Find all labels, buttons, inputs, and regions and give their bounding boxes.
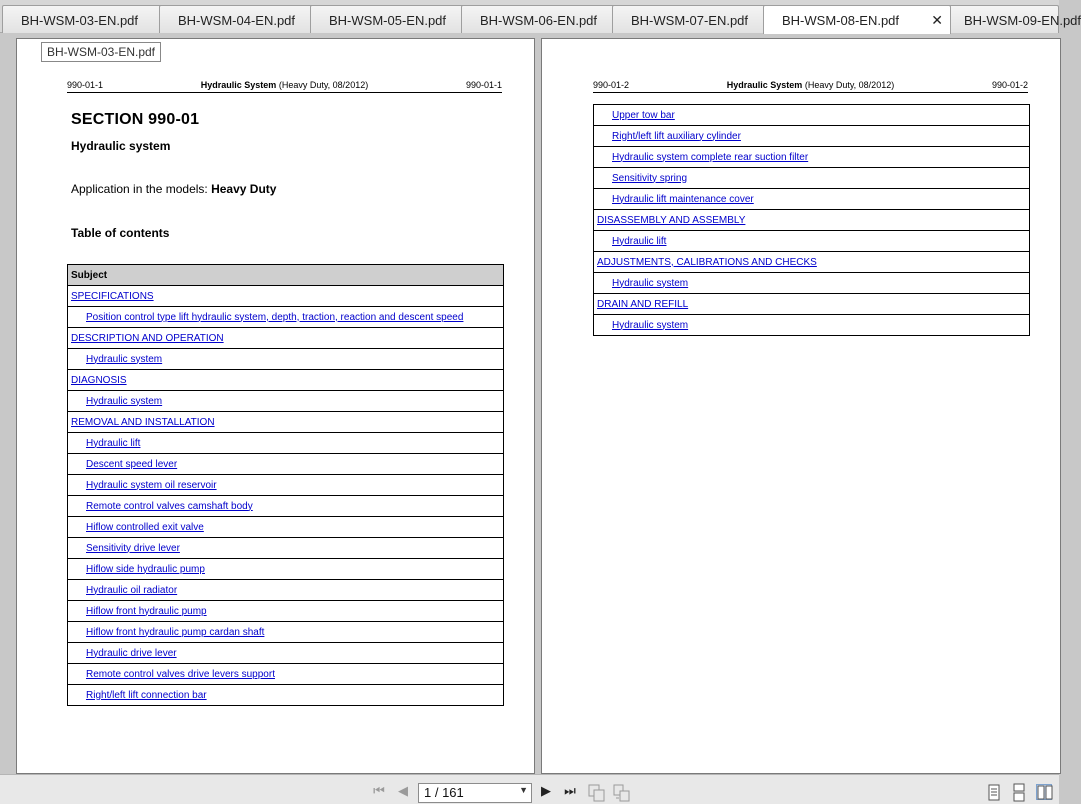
toc-cell <box>68 685 504 706</box>
toc-cell <box>68 454 504 475</box>
toc-link[interactable]: Sensitivity drive lever <box>86 542 180 554</box>
chevron-down-icon[interactable]: ▼ <box>519 785 528 795</box>
toc-cell <box>68 475 504 496</box>
toc-cell <box>594 189 1030 210</box>
tab-label: BH-WSM-06-EN.pdf <box>480 13 598 28</box>
toc-row <box>68 307 504 328</box>
toc-row <box>68 538 504 559</box>
toc-row <box>68 475 504 496</box>
toc-row <box>68 685 504 706</box>
toc-table <box>67 264 504 706</box>
toc-row <box>594 231 1030 252</box>
copy-icon[interactable] <box>588 784 604 800</box>
toc-row <box>68 412 504 433</box>
toc-cell <box>594 210 1030 231</box>
toc-cell <box>68 664 504 685</box>
toc-cell <box>594 294 1030 315</box>
toc-cell <box>68 286 504 307</box>
toc-link[interactable]: Remote control valves drive levers support <box>86 668 275 680</box>
toc-link[interactable]: REMOVAL AND INSTALLATION <box>71 416 215 428</box>
toc-link[interactable]: Descent speed lever <box>86 458 178 470</box>
toc-row <box>68 286 504 307</box>
tab-bh-wsm-03[interactable] <box>2 5 162 33</box>
toc-row <box>594 189 1030 210</box>
header-title-bold: Hydraulic System <box>200 80 277 90</box>
last-page-icon[interactable]: ⏭ <box>564 783 576 798</box>
toc-cell <box>68 496 504 517</box>
file-name-badge: BH-WSM-03-EN.pdf <box>41 42 161 62</box>
toc-cell <box>68 517 504 538</box>
header-page-code: 990-01-2 <box>593 80 630 90</box>
toc-link[interactable]: Hydraulic lift maintenance cover <box>612 193 754 205</box>
page-header <box>593 80 1028 93</box>
pdf-page-right <box>541 38 1061 774</box>
toc-row <box>594 315 1030 336</box>
toc-link[interactable]: Hydraulic oil radiator <box>86 584 178 596</box>
toc-cell <box>594 105 1030 126</box>
single-page-view-icon[interactable] <box>986 784 1002 800</box>
toc-row <box>68 580 504 601</box>
toc-link[interactable]: Hiflow controlled exit valve <box>86 521 204 533</box>
tab-label: BH-WSM-07-EN.pdf <box>631 13 749 28</box>
header-title <box>67 80 502 90</box>
toc-row <box>68 622 504 643</box>
first-page-icon[interactable]: ⏮ <box>373 783 385 798</box>
toc-row <box>68 496 504 517</box>
header-title-rest: (Heavy Duty, 08/2012) <box>276 80 369 90</box>
toc-table-continued <box>593 104 1030 336</box>
toc-cell <box>68 391 504 412</box>
toc-link[interactable]: Hydraulic drive lever <box>86 647 177 659</box>
tab-label: BH-WSM-05-EN.pdf <box>329 13 447 28</box>
toc-cell <box>594 126 1030 147</box>
toc-title: Table of contents <box>71 226 170 240</box>
toc-row <box>594 252 1030 273</box>
toc-link[interactable]: Remote control valves camshaft body <box>86 500 253 512</box>
toc-cell <box>68 349 504 370</box>
toc-cell <box>68 370 504 391</box>
tab-bh-wsm-09[interactable] <box>945 5 1081 33</box>
tab-close-icon[interactable]: ✕ <box>931 12 943 28</box>
toc-cell <box>68 412 504 433</box>
tab-label: BH-WSM-03-EN.pdf <box>21 13 139 28</box>
toc-cell <box>594 315 1030 336</box>
application-line <box>71 182 276 196</box>
toc-link[interactable]: Hiflow side hydraulic pump <box>86 563 205 575</box>
toc-row <box>68 391 504 412</box>
toc-cell <box>68 328 504 349</box>
header-title-bold: Hydraulic System <box>726 80 803 90</box>
continuous-view-icon[interactable] <box>1011 784 1027 800</box>
toc-link[interactable]: Upper tow bar <box>612 109 675 121</box>
toc-cell <box>68 307 504 328</box>
toc-link[interactable]: Hydraulic system <box>86 353 163 365</box>
navigation-toolbar <box>0 774 1059 804</box>
application-model: Heavy Duty <box>211 182 277 196</box>
toc-link[interactable]: ADJUSTMENTS, CALIBRATIONS AND CHECKS <box>597 256 817 268</box>
toc-row <box>594 126 1030 147</box>
toc-row <box>594 273 1030 294</box>
toc-cell <box>68 601 504 622</box>
toc-link[interactable]: Hydraulic system <box>86 395 163 407</box>
page-swap-icon[interactable] <box>613 784 629 800</box>
tab-label: BH-WSM-08-EN.pdf <box>782 13 900 28</box>
toc-row <box>68 643 504 664</box>
tab-bh-wsm-05[interactable] <box>310 5 470 33</box>
tab-bh-wsm-08[interactable] <box>763 5 951 34</box>
tab-label: BH-WSM-04-EN.pdf <box>178 13 296 28</box>
toc-cell <box>68 580 504 601</box>
toc-cell <box>68 433 504 454</box>
next-page-icon[interactable]: ▶ <box>541 783 551 798</box>
tab-label: BH-WSM-09-EN.pdf <box>964 13 1081 28</box>
toc-link[interactable]: DRAIN AND REFILL <box>597 298 689 310</box>
section-subtitle: Hydraulic system <box>71 139 171 153</box>
toc-cell <box>68 643 504 664</box>
toc-link[interactable]: DESCRIPTION AND OPERATION <box>71 332 224 344</box>
toc-link[interactable]: Hydraulic lift <box>612 235 667 247</box>
toc-row <box>594 168 1030 189</box>
header-title-rest: (Heavy Duty, 08/2012) <box>802 80 895 90</box>
toc-row <box>594 147 1030 168</box>
toc-link[interactable]: Hiflow front hydraulic pump <box>86 605 207 617</box>
toc-cell <box>68 559 504 580</box>
header-page-code-right: 990-01-1 <box>465 80 502 90</box>
previous-page-icon[interactable]: ◀ <box>398 783 408 798</box>
application-prefix: Application in the models: <box>71 182 212 196</box>
toc-link[interactable]: Hiflow front hydraulic pump cardan shaft <box>86 626 265 638</box>
toc-cell <box>594 231 1030 252</box>
toc-row <box>594 210 1030 231</box>
toc-cell <box>594 168 1030 189</box>
document-viewer[interactable] <box>0 33 1059 774</box>
pdf-page-left <box>16 38 535 774</box>
toc-row <box>68 664 504 685</box>
tab-bh-wsm-07[interactable] <box>612 5 772 33</box>
header-title <box>593 80 1028 90</box>
toc-row <box>68 328 504 349</box>
toc-cell <box>68 538 504 559</box>
toc-link[interactable]: Sensitivity spring <box>612 172 688 184</box>
toc-link[interactable]: DIAGNOSIS <box>71 374 127 386</box>
toc-link[interactable]: SPECIFICATIONS <box>71 290 154 302</box>
page-indicator: 1 / 161 <box>424 785 464 800</box>
toc-row <box>68 517 504 538</box>
toc-row <box>68 454 504 475</box>
toc-link[interactable]: Position control type lift hydraulic system, depth, traction, reaction and descent speed <box>86 311 464 323</box>
page-number-selector[interactable] <box>418 783 532 803</box>
header-page-code-right: 990-01-2 <box>991 80 1028 90</box>
two-page-view-icon[interactable] <box>1036 784 1052 800</box>
toc-header-subject: Subject <box>68 265 504 286</box>
toc-cell <box>68 622 504 643</box>
toc-link[interactable]: DISASSEMBLY AND ASSEMBLY <box>597 214 746 226</box>
toc-row <box>594 294 1030 315</box>
toc-link[interactable]: Hydraulic system oil reservoir <box>86 479 217 491</box>
tab-bh-wsm-06[interactable] <box>461 5 621 33</box>
toc-row <box>594 105 1030 126</box>
tab-bar <box>0 0 1081 33</box>
header-page-code: 990-01-1 <box>67 80 104 90</box>
tab-bh-wsm-04[interactable] <box>159 5 319 33</box>
toc-link[interactable]: Hydraulic system <box>612 277 689 289</box>
toc-link[interactable]: Hydraulic lift <box>86 437 141 449</box>
page-header <box>67 80 502 93</box>
toc-row <box>68 601 504 622</box>
toc-row <box>68 433 504 454</box>
toc-row <box>68 349 504 370</box>
toc-cell <box>594 252 1030 273</box>
section-title: SECTION 990-01 <box>71 111 200 128</box>
toc-link[interactable]: Hydraulic system <box>612 319 689 331</box>
toc-link[interactable]: Hydraulic system complete rear suction filter <box>612 151 809 163</box>
toc-cell <box>594 147 1030 168</box>
toc-link[interactable]: Right/left lift auxiliary cylinder <box>612 130 741 142</box>
toc-cell <box>594 273 1030 294</box>
toc-link[interactable]: Right/left lift connection bar <box>86 689 207 701</box>
toc-row <box>68 370 504 391</box>
toc-row <box>68 559 504 580</box>
